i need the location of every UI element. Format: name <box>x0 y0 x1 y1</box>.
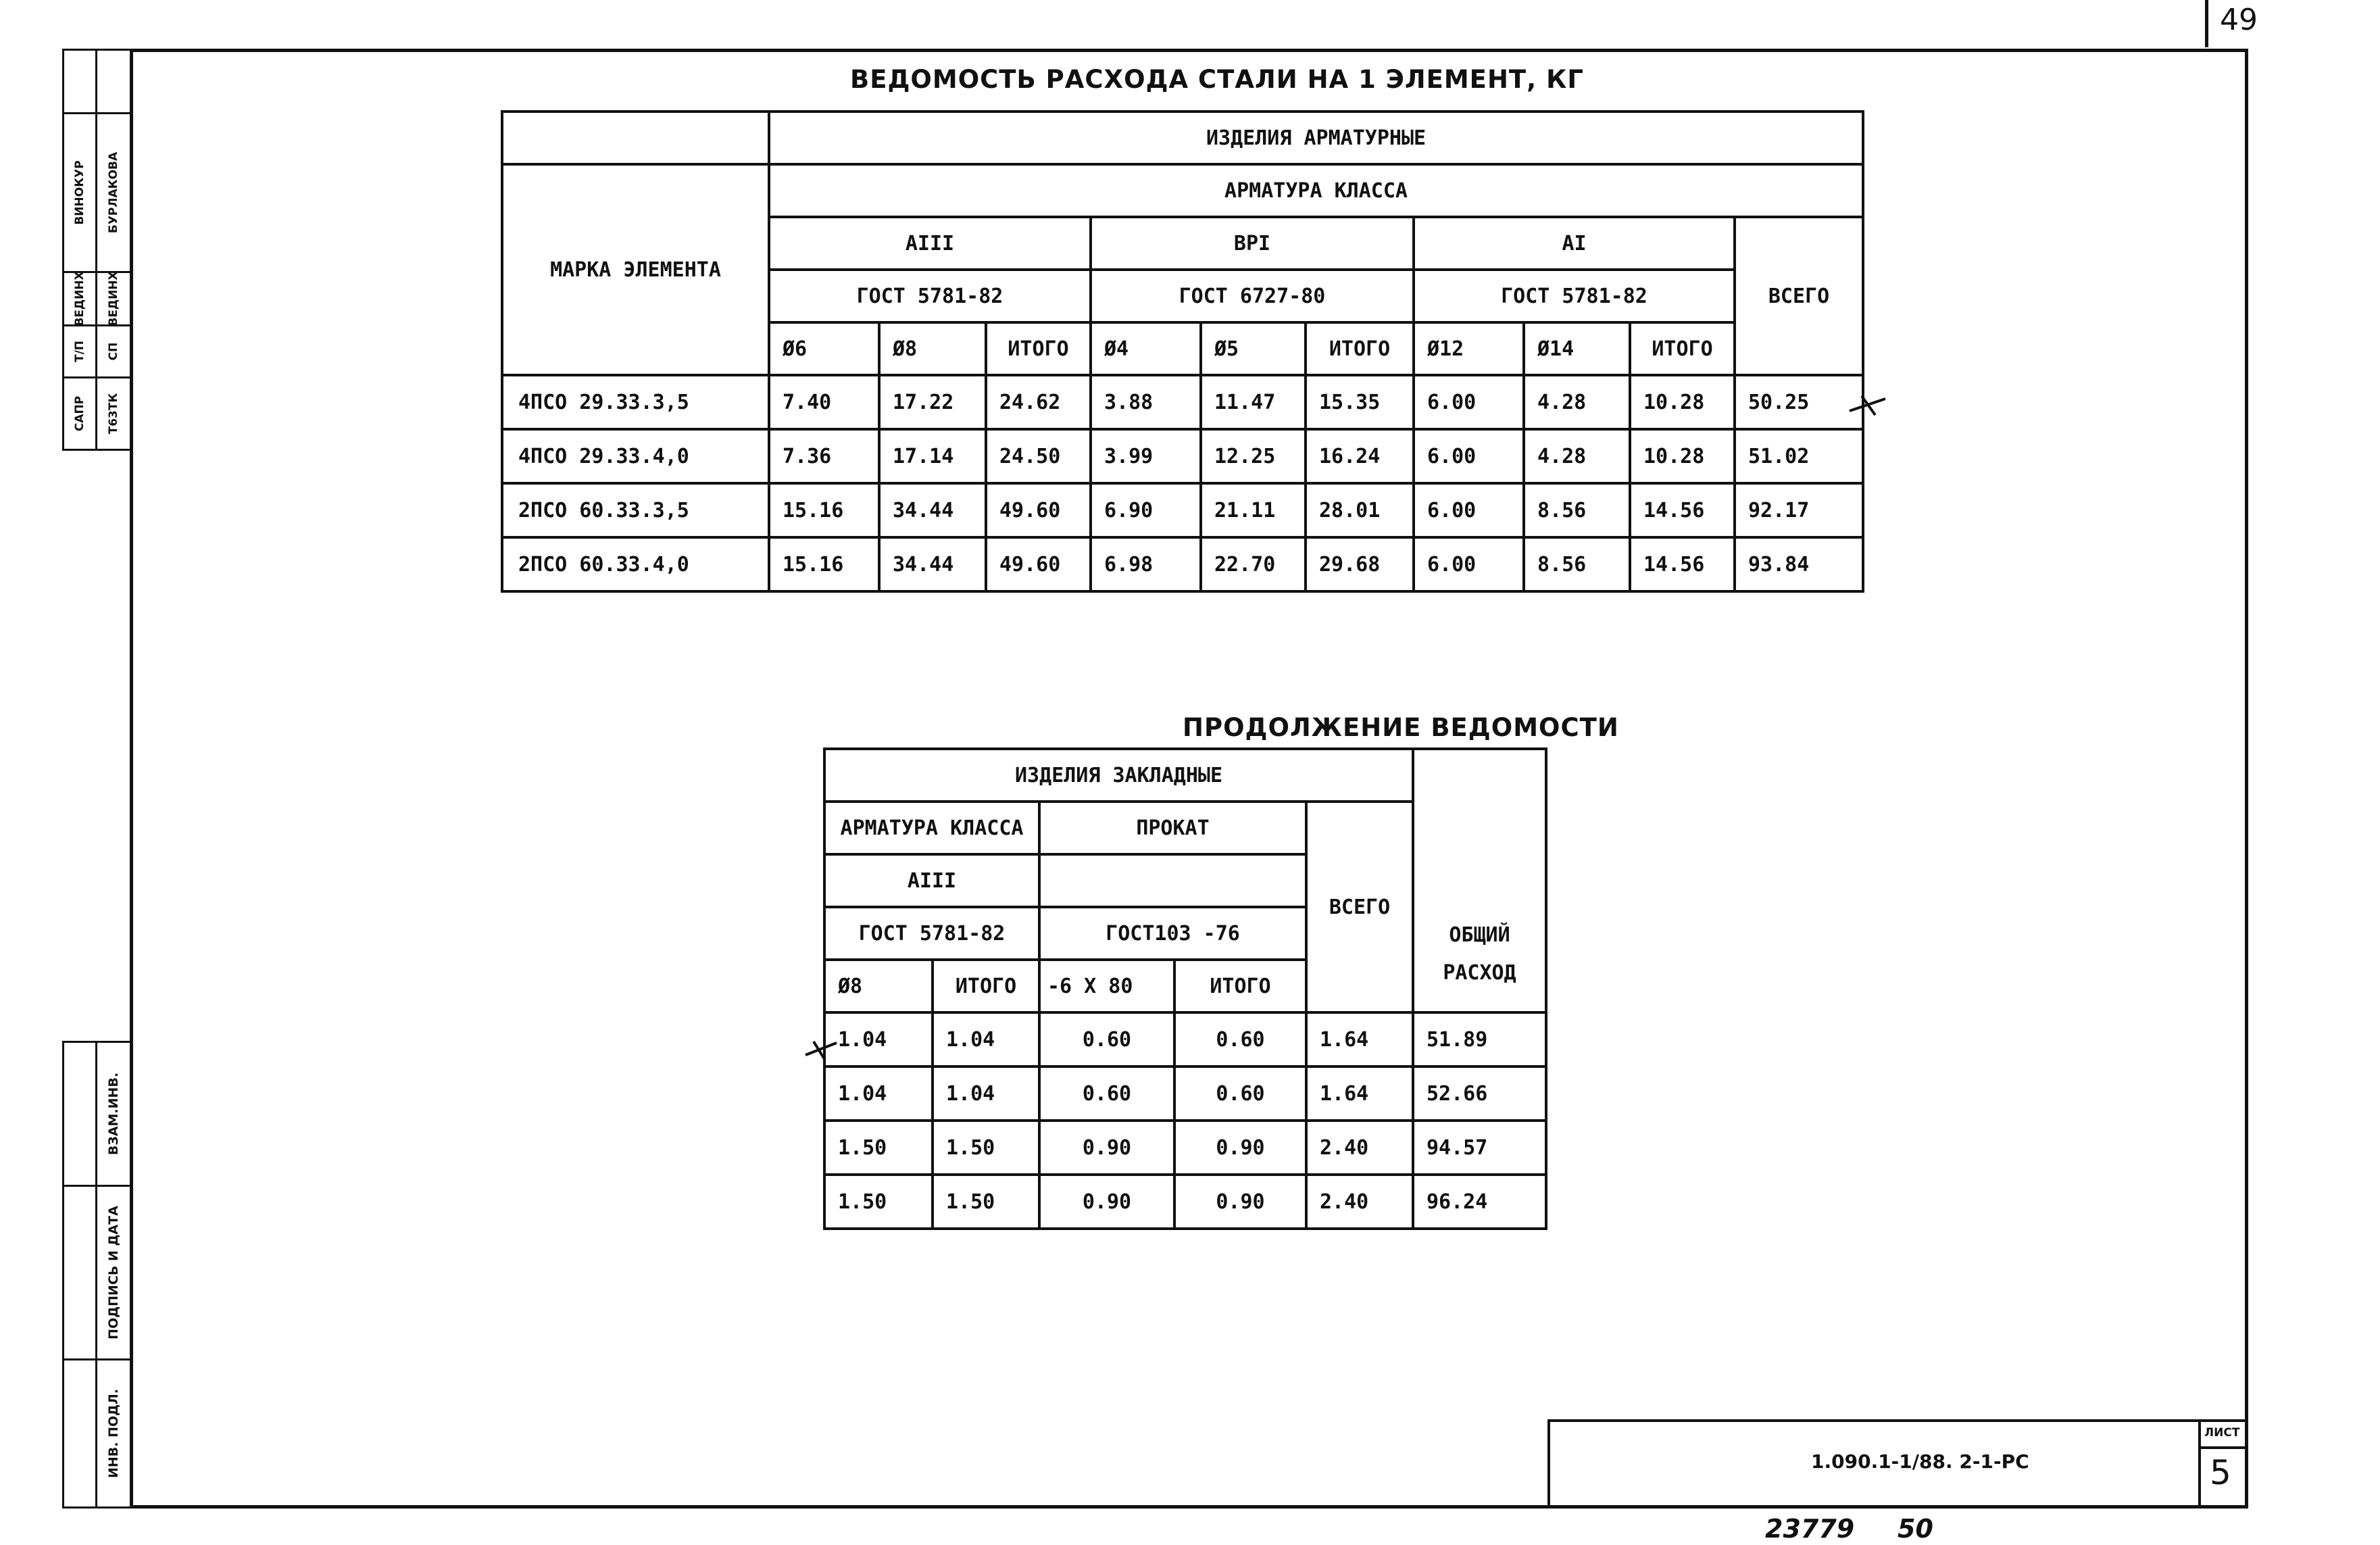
grand-total-label: ОБЩИЙ <box>1449 923 1510 947</box>
check-mark-icon <box>1848 391 1889 418</box>
value-cell: 34.44 <box>879 537 986 591</box>
value-cell: 0.60 <box>1039 1012 1174 1066</box>
header-diameter: Ø5 <box>1201 322 1306 375</box>
stamp-cell <box>62 1041 97 1187</box>
header-class-a3: AIII <box>824 854 1039 907</box>
stamp-cell <box>95 1358 132 1509</box>
value-cell: 49.60 <box>986 537 1091 591</box>
header-grand-total <box>1413 749 1546 1012</box>
value-cell: 6.00 <box>1414 483 1524 537</box>
inventory-stamp <box>62 1041 132 1509</box>
header-subtotal: ИТОГО <box>986 322 1091 375</box>
value-cell: 0.60 <box>1039 1066 1174 1121</box>
value-cell: 2.40 <box>1306 1121 1413 1175</box>
value-cell: 3.88 <box>1091 375 1201 429</box>
sheet-divider <box>2198 1446 2248 1449</box>
table-row <box>824 1066 1546 1121</box>
stamp-cell <box>62 112 97 273</box>
steel-consumption-table <box>501 110 1864 593</box>
value-cell: 34.44 <box>879 483 986 537</box>
approval-stamp <box>62 49 132 435</box>
value-cell: 15.35 <box>1306 375 1414 429</box>
value-cell: 6.00 <box>1414 537 1524 591</box>
value-cell: 4.28 <box>1524 429 1630 483</box>
page-number-divider <box>2205 0 2208 47</box>
total-cell: 52.66 <box>1413 1066 1546 1121</box>
value-cell: 0.90 <box>1039 1121 1174 1175</box>
page-number: 49 <box>2220 3 2258 37</box>
stamp-text: ВЕДИНХ <box>107 271 120 326</box>
element-mark: 4ПСО 29.33.4,0 <box>502 429 769 483</box>
stamp-text: СП <box>107 342 120 361</box>
header-class-a3: AIII <box>769 217 1091 270</box>
value-cell: 7.40 <box>769 375 879 429</box>
header-total: ВСЕГО <box>1306 802 1413 1012</box>
value-cell: 6.00 <box>1414 429 1524 483</box>
stamp-text: ИНВ. ПОДЛ. <box>106 1388 121 1479</box>
total-cell: 94.57 <box>1413 1121 1546 1175</box>
value-cell: 49.60 <box>986 483 1091 537</box>
value-cell: 2.40 <box>1306 1175 1413 1229</box>
value-cell: 1.64 <box>1306 1066 1413 1121</box>
embedded-items-table <box>823 747 1547 1230</box>
value-cell: 16.24 <box>1306 429 1414 483</box>
value-cell: 1.50 <box>933 1121 1039 1175</box>
stamp-text: ВИНОКУР <box>73 160 86 225</box>
stamp-cell <box>62 271 97 326</box>
header-subtotal: ИТОГО <box>933 960 1039 1012</box>
header-rolled: ПРОКАТ <box>1039 802 1306 854</box>
sheet-number: 5 <box>2210 1453 2231 1492</box>
corner-cell <box>502 112 769 164</box>
stamp-cell <box>95 324 132 378</box>
value-cell: 1.50 <box>824 1175 933 1229</box>
document-code: 1.090.1-1/88. 2-1-РС <box>1811 1450 2029 1473</box>
value-cell: 29.68 <box>1306 537 1414 591</box>
total-cell: 51.89 <box>1413 1012 1546 1066</box>
value-cell: 1.64 <box>1306 1012 1413 1066</box>
table-row <box>824 1121 1546 1175</box>
check-mark-icon <box>804 1037 839 1062</box>
value-cell: 15.16 <box>769 483 879 537</box>
header-empty <box>1039 854 1306 907</box>
header-class-vr1: ВРI <box>1091 217 1414 270</box>
header-diameter: Ø12 <box>1414 322 1524 375</box>
value-cell: 6.90 <box>1091 483 1201 537</box>
value-cell: 1.50 <box>933 1175 1039 1229</box>
stamp-text: ПОДПИСЬ И ДАТА <box>106 1206 121 1340</box>
value-cell: 1.04 <box>824 1066 933 1121</box>
value-cell: 1.04 <box>933 1066 1039 1121</box>
header-diameter: Ø8 <box>879 322 986 375</box>
header-subtotal: ИТОГО <box>1306 322 1414 375</box>
header-diameter: Ø14 <box>1524 322 1630 375</box>
header-diameter: Ø6 <box>769 322 879 375</box>
value-cell: 17.14 <box>879 429 986 483</box>
value-cell: 8.56 <box>1524 537 1630 591</box>
stamp-cell <box>95 49 132 114</box>
header-subgroup: АРМАТУРА КЛАССА <box>824 802 1039 854</box>
header-gost-a1: ГОСТ 5781-82 <box>1414 270 1735 322</box>
value-cell: 12.25 <box>1201 429 1306 483</box>
element-mark: 2ПСО 60.33.3,5 <box>502 483 769 537</box>
total-cell: 50.25 <box>1735 375 1863 429</box>
element-mark: 2ПСО 60.33.4,0 <box>502 537 769 591</box>
total-cell: 96.24 <box>1413 1175 1546 1229</box>
header-subtotal: ИТОГО <box>1630 322 1735 375</box>
value-cell: 14.56 <box>1630 537 1735 591</box>
stamp-cell <box>62 1185 97 1360</box>
header-diameter: Ø8 <box>824 960 933 1012</box>
value-cell: 0.60 <box>1174 1066 1306 1121</box>
stamp-cell <box>95 112 132 273</box>
value-cell: 0.90 <box>1039 1175 1174 1229</box>
value-cell: 0.90 <box>1174 1175 1306 1229</box>
grand-total-label: РАСХОД <box>1443 961 1516 985</box>
value-cell: 22.70 <box>1201 537 1306 591</box>
stamp-text: ВЗАМ.ИНВ. <box>106 1072 121 1156</box>
total-cell: 51.02 <box>1735 429 1863 483</box>
value-cell: 24.62 <box>986 375 1091 429</box>
value-cell: 28.01 <box>1306 483 1414 537</box>
value-cell: 11.47 <box>1201 375 1306 429</box>
handwritten-number: 23779 <box>1765 1514 1855 1544</box>
header-class-a1: AI <box>1414 217 1735 270</box>
stamp-text: Т/П <box>73 340 86 363</box>
value-cell: 21.11 <box>1201 483 1306 537</box>
value-cell: 1.04 <box>933 1012 1039 1066</box>
table-row <box>502 429 1863 483</box>
stamp-cell <box>62 1358 97 1509</box>
table-row <box>824 1175 1546 1229</box>
total-cell: 93.84 <box>1735 537 1863 591</box>
stamp-cell <box>62 376 97 451</box>
stamp-cell <box>95 1185 132 1360</box>
main-title: ВЕДОМОСТЬ РАСХОДА СТАЛИ НА 1 ЭЛЕМЕНТ, КГ <box>850 65 1584 94</box>
value-cell: 14.56 <box>1630 483 1735 537</box>
value-cell: 3.99 <box>1091 429 1201 483</box>
header-gost-a3: ГОСТ 5781-82 <box>769 270 1091 322</box>
stamp-cell <box>62 324 97 378</box>
value-cell: 0.60 <box>1174 1012 1306 1066</box>
header-profile: -6 X 80 <box>1039 960 1174 1012</box>
handwritten-page: 50 <box>1898 1514 1933 1544</box>
value-cell: 24.50 <box>986 429 1091 483</box>
header-subgroup: АРМАТУРА КЛАССА <box>769 164 1863 217</box>
table-row <box>502 375 1863 429</box>
value-cell: 4.28 <box>1524 375 1630 429</box>
stamp-cell <box>62 49 97 114</box>
stamp-text: Т63ТК <box>107 393 120 435</box>
continuation-title: ПРОДОЛЖЕНИЕ ВЕДОМОСТИ <box>1183 713 1619 742</box>
stamp-text: САПР <box>73 395 86 432</box>
value-cell: 1.04 <box>824 1012 933 1066</box>
element-mark: 4ПСО 29.33.3,5 <box>502 375 769 429</box>
stamp-cell <box>95 376 132 451</box>
sheet-label: ЛИСТ <box>2204 1426 2240 1440</box>
stamp-cell <box>95 271 132 326</box>
value-cell: 1.50 <box>824 1121 933 1175</box>
header-group: ИЗДЕЛИЯ ЗАКЛАДНЫЕ <box>824 749 1413 802</box>
value-cell: 6.98 <box>1091 537 1201 591</box>
value-cell: 0.90 <box>1174 1121 1306 1175</box>
header-group: ИЗДЕЛИЯ АРМАТУРНЫЕ <box>769 112 1863 164</box>
header-total: ВСЕГО <box>1735 217 1863 375</box>
value-cell: 6.00 <box>1414 375 1524 429</box>
stamp-cell <box>95 1041 132 1187</box>
stamp-text: БУРЛАКОВА <box>107 151 120 234</box>
value-cell: 10.28 <box>1630 375 1735 429</box>
total-cell: 92.17 <box>1735 483 1863 537</box>
table-row <box>824 1012 1546 1066</box>
value-cell: 8.56 <box>1524 483 1630 537</box>
header-gost-right: ГОСТ103 -76 <box>1039 907 1306 960</box>
header-mark: МАРКА ЭЛЕМЕНТА <box>502 164 769 375</box>
value-cell: 15.16 <box>769 537 879 591</box>
header-subtotal: ИТОГО <box>1174 960 1306 1012</box>
table-row <box>502 483 1863 537</box>
header-diameter: Ø4 <box>1091 322 1201 375</box>
value-cell: 17.22 <box>879 375 986 429</box>
header-gost-vr1: ГОСТ 6727-80 <box>1091 270 1414 322</box>
value-cell: 7.36 <box>769 429 879 483</box>
value-cell: 10.28 <box>1630 429 1735 483</box>
header-gost-left: ГОСТ 5781-82 <box>824 907 1039 960</box>
stamp-text: ВЕДИНХ <box>73 271 86 326</box>
table-row <box>502 537 1863 591</box>
